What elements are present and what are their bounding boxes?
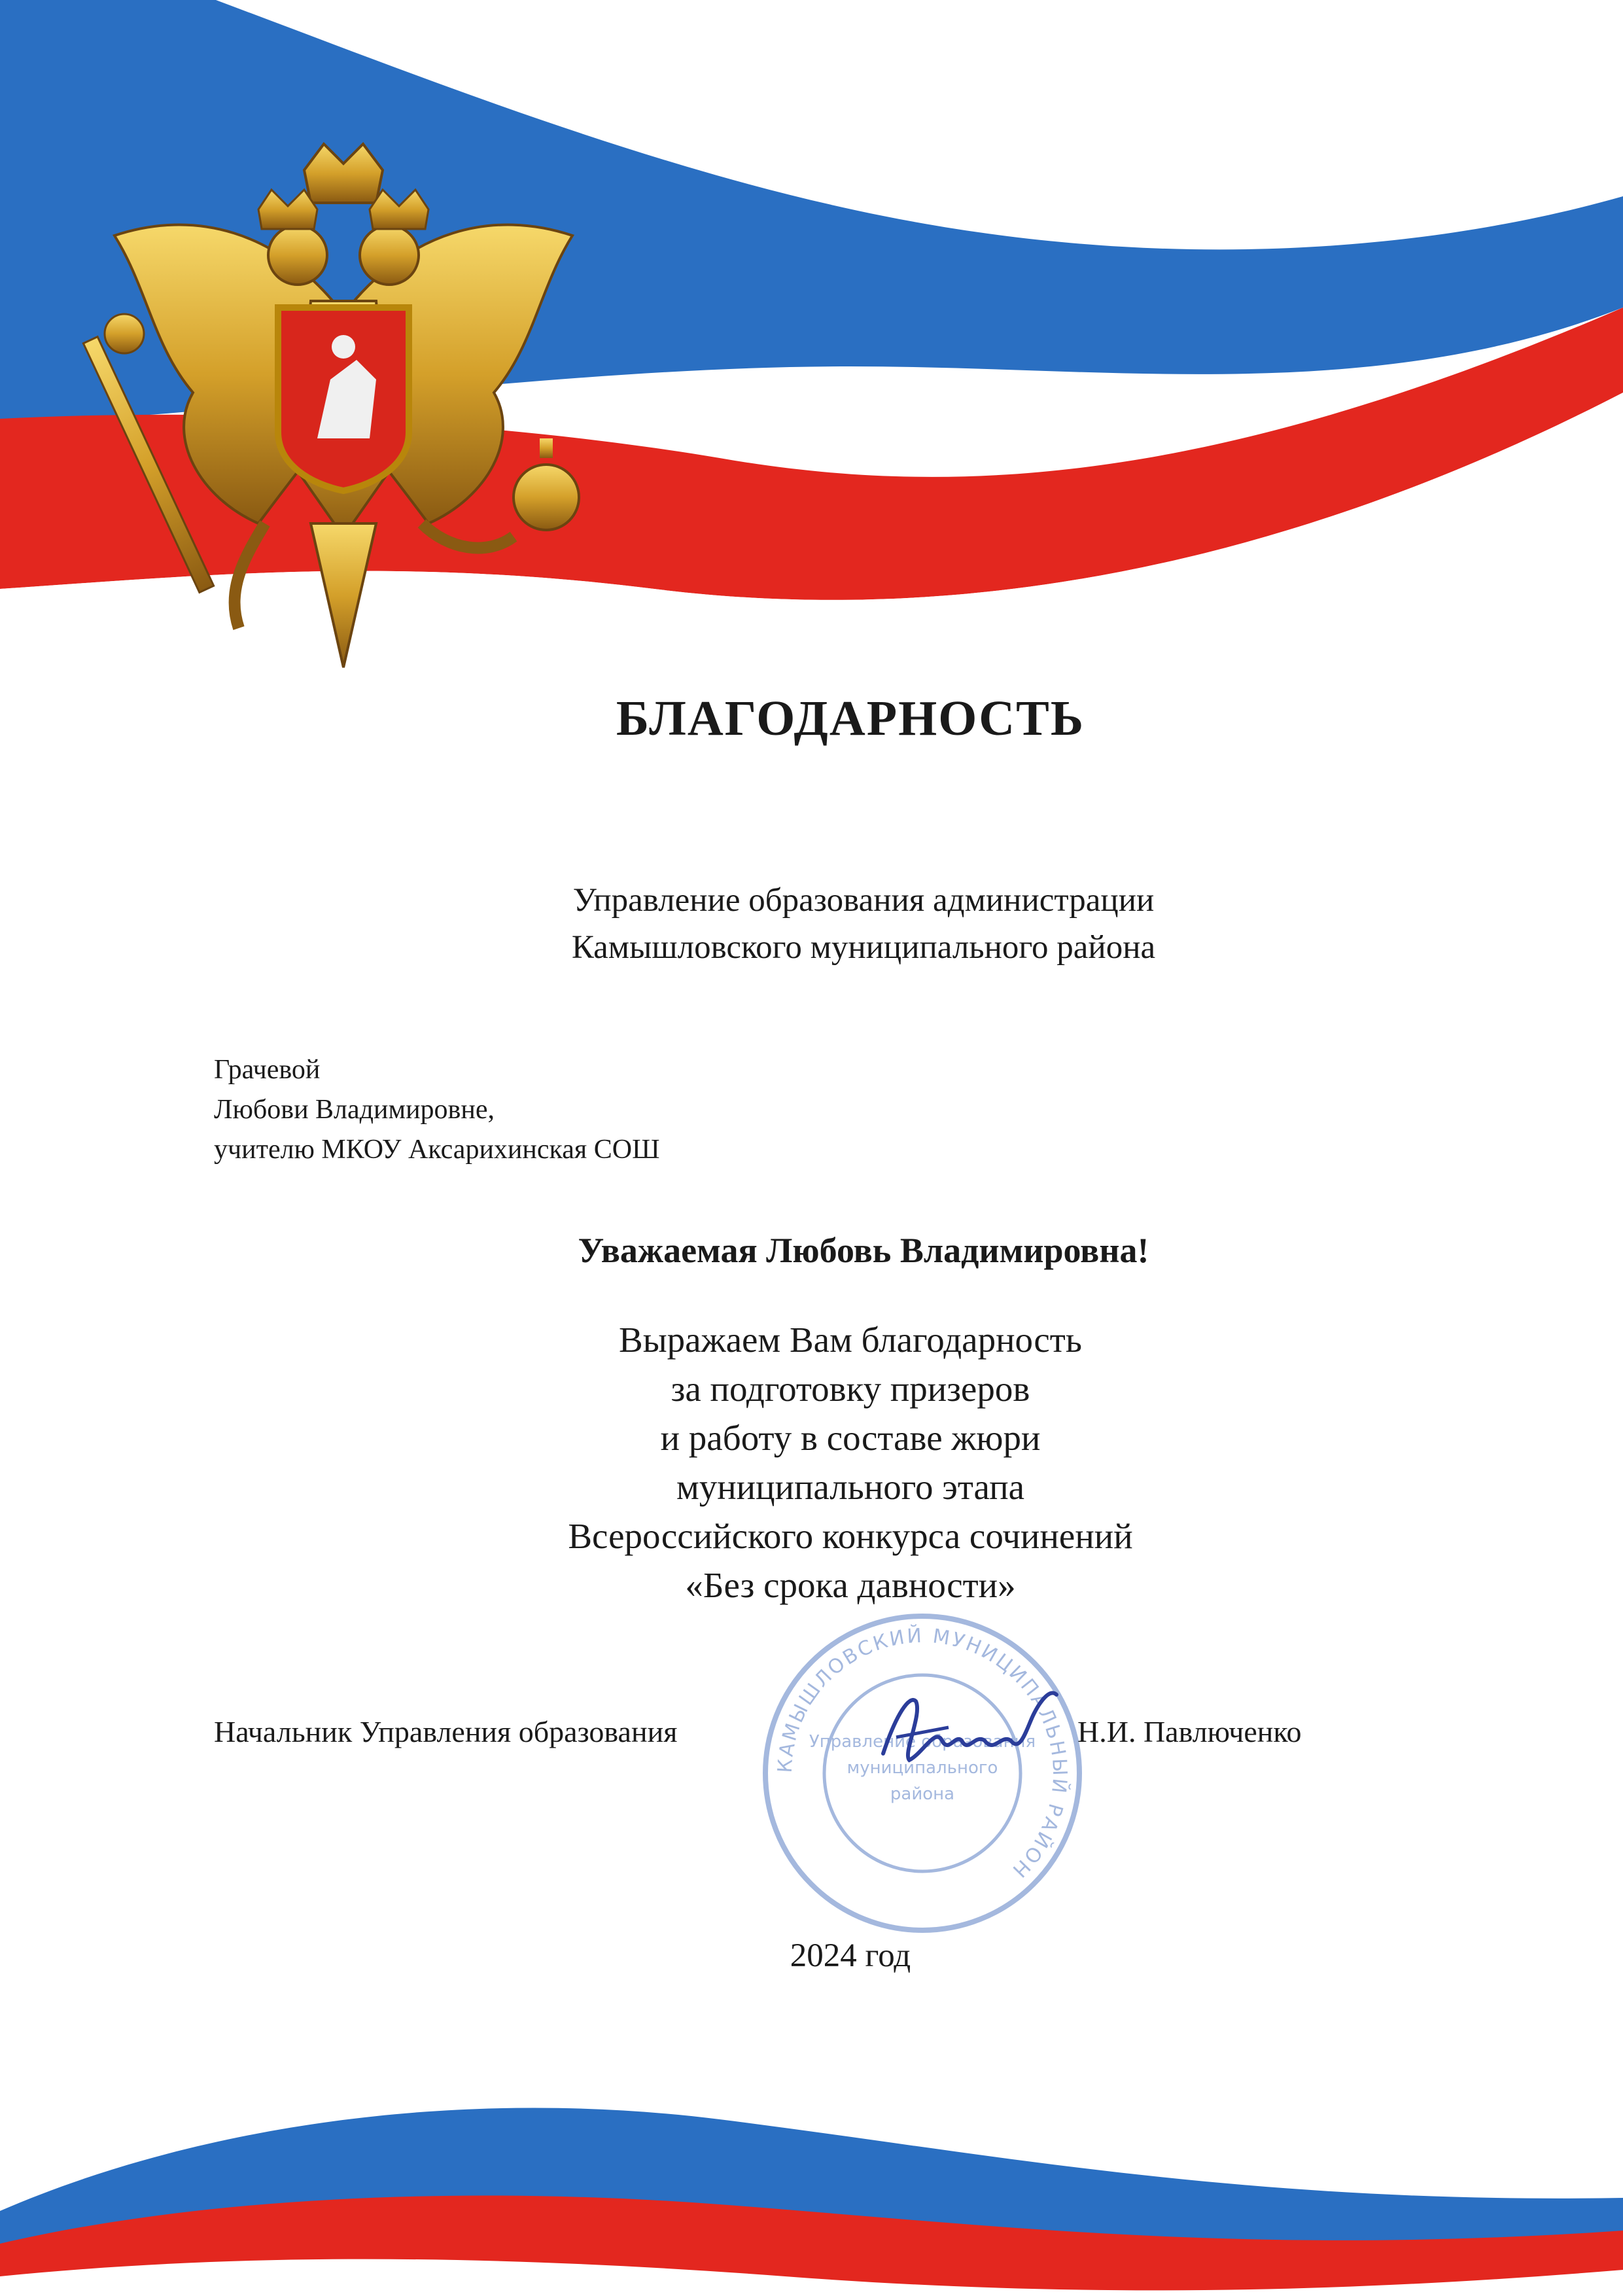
svg-text:района: района [890, 1784, 955, 1804]
issuer-line: Камышловского муниципального района [571, 929, 1156, 966]
document-title: БЛАГОДАРНОСТЬ [616, 691, 1085, 746]
body-line: «Без срока давности» [685, 1565, 1016, 1605]
body-line: за подготовку призеров [671, 1369, 1030, 1409]
gratitude-text [393, 1315, 1308, 1610]
svg-text:КАМЫШЛОВСКИЙ МУНИЦИПАЛЬНЫЙ РАЙ: КАМЫШЛОВСКИЙ МУНИЦИПАЛЬНЫЙ РАЙОН [773, 1624, 1072, 1883]
flag-wave-bottom [0, 2047, 1623, 2296]
handwritten-signature-icon [870, 1675, 1066, 1780]
recipient-surname: Грачевой [214, 1055, 321, 1085]
recipient-name: Любови Владимировне, [214, 1095, 495, 1125]
body-line: Всероссийского конкурса сочинений [568, 1516, 1133, 1556]
svg-text:муниципального: муниципального [846, 1758, 998, 1778]
issuer-block [497, 877, 1230, 971]
body-line: Выражаем Вам благодарность [619, 1320, 1082, 1360]
recipient-block [214, 1050, 999, 1170]
signatory-role: Начальник Управления образования [214, 1715, 678, 1748]
body-line: муниципального этапа [676, 1467, 1025, 1507]
body-line: и работу в составе жюри [660, 1418, 1041, 1458]
svg-text:Управление образования: Управление образования [809, 1732, 1036, 1752]
signatory-name: Н.И. Павлюченко [1077, 1715, 1302, 1748]
signature-row [214, 1714, 1391, 1767]
greeting: Уважаемая Любовь Владимировна! [578, 1231, 1149, 1270]
issuer-line: Управление образования администрации [572, 882, 1155, 919]
recipient-position: учителю МКОУ Аксарихинская СОШ [214, 1135, 660, 1165]
coat-of-arms-icon [62, 131, 625, 707]
document-year: 2024 год [790, 1937, 911, 1974]
